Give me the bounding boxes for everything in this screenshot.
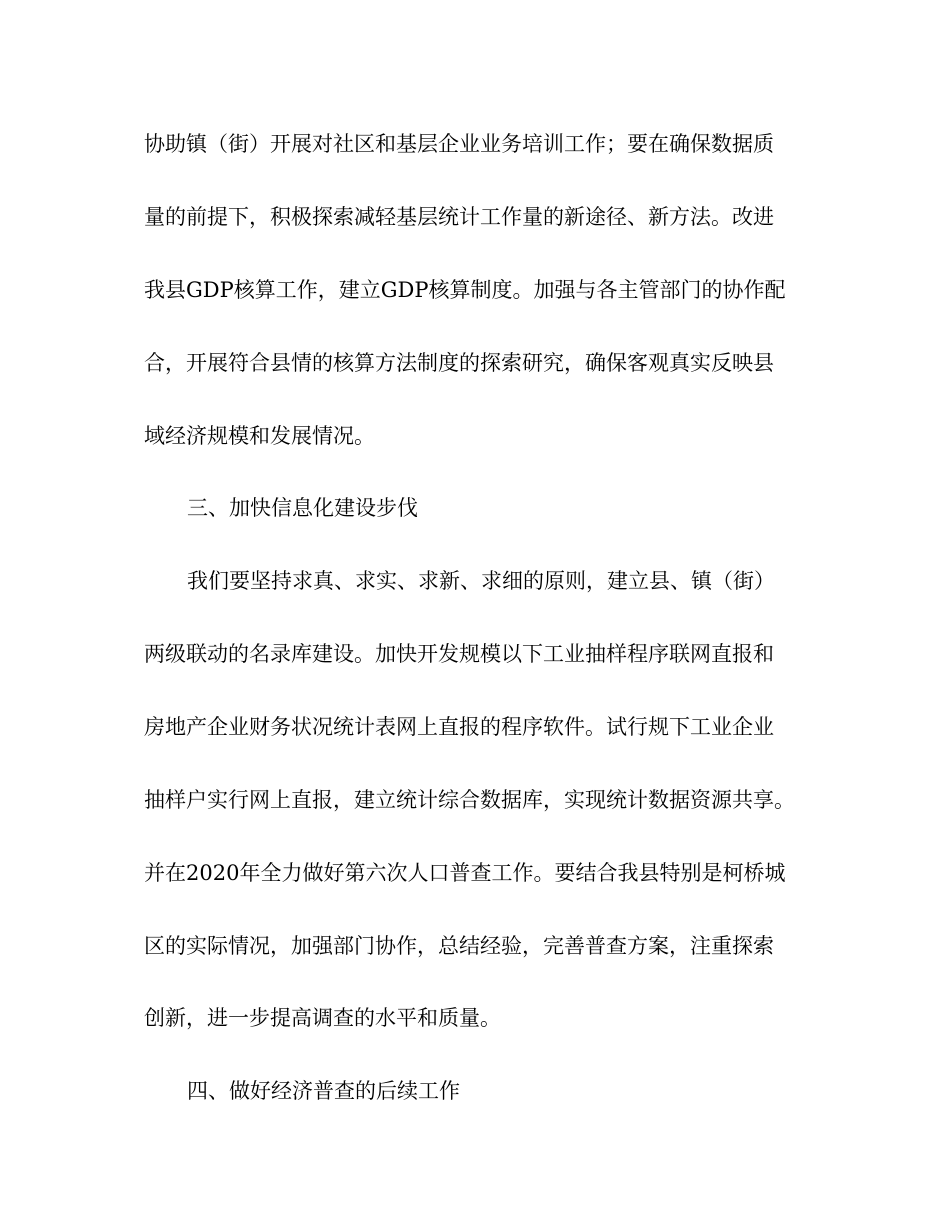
paragraph-line: 抽样户实行网上直报，建立统计综合数据库，实现统计数据资源共享。 <box>144 788 795 812</box>
paragraph-line: 量的前提下，积极探索减轻基层统计工作量的新途径、新方法。改进 <box>144 205 774 229</box>
paragraph-line: 房地产企业财务状况统计表网上直报的程序软件。试行规下工业企业 <box>144 715 774 739</box>
paragraph-line: 合，开展符合县情的核算方法制度的探索研究，确保客观真实反映县 <box>144 351 774 375</box>
paragraph-line: 区的实际情况，加强部门协作，总结经验，完善普查方案，注重探索 <box>144 934 774 958</box>
paragraph-line: 创新，进一步提高调查的水平和质量。 <box>144 1006 501 1030</box>
section-heading: 四、做好经济普查的后续工作 <box>187 1079 460 1103</box>
paragraph-line: 两级联动的名录库建设。加快开发规模以下工业抽样程序联网直报和 <box>144 642 774 666</box>
paragraph-line: 并在2020年全力做好第六次人口普查工作。要结合我县特别是柯桥城 <box>144 861 786 885</box>
paragraph-line: 我们要坚持求真、求实、求新、求细的原则，建立县、镇（街） <box>187 569 775 593</box>
paragraph-line: 域经济规模和发展情况。 <box>144 424 375 448</box>
paragraph-line: 我县GDP核算工作，建立GDP核算制度。加强与各主管部门的协作配 <box>144 278 786 302</box>
section-heading: 三、加快信息化建设步伐 <box>187 496 418 520</box>
paragraph-line: 协助镇（街）开展对社区和基层企业业务培训工作；要在确保数据质 <box>144 132 774 156</box>
